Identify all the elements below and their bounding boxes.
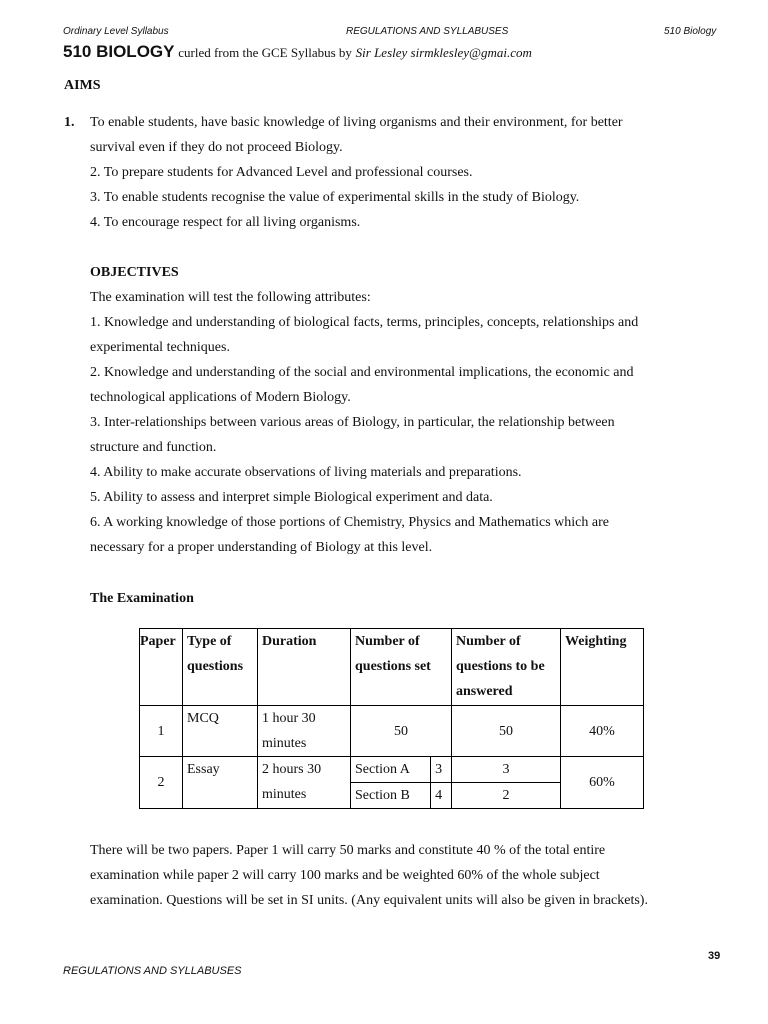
paragraph-line: examination while paper 2 will carry 100 marks and be weighted 60% of the whole subject — [90, 868, 600, 883]
title-curled: curled from the GCE Syllabus by — [178, 45, 352, 60]
cell-type: Essay — [183, 757, 258, 809]
cell-weighting: 60% — [561, 757, 644, 809]
cell-section-a: Section A — [351, 757, 431, 783]
aim-item-1-text: To enable students, have basic knowledge of living organisms and their environment, for better — [90, 115, 623, 130]
objective-line: 4. Ability to make accurate observations of living materials and preparations. — [90, 465, 522, 480]
cell-type: MCQ — [183, 706, 258, 757]
header-paper: Paper — [140, 629, 183, 706]
cell-duration: 1 hour 30 minutes — [258, 706, 351, 757]
running-footer: REGULATIONS AND SYLLABUSES — [63, 965, 242, 977]
examination-table — [139, 628, 644, 809]
cell-weighting: 40% — [561, 706, 644, 757]
cell-section-a-answered: 3 — [452, 757, 561, 783]
objective-line: experimental techniques. — [90, 340, 230, 355]
running-header-right: 510 Biology — [664, 26, 717, 37]
subject-code: 510 BIOLOGY — [63, 42, 175, 61]
aim-item-2: 2. To prepare students for Advanced Level and professional courses. — [90, 165, 473, 180]
aims-heading: AIMS — [64, 78, 101, 93]
objective-line: 2. Knowledge and understanding of the social and environmental implications, the economic and — [90, 365, 634, 380]
aim-item-4: 4. To encourage respect for all living organisms. — [90, 215, 361, 230]
table-row — [140, 706, 644, 757]
objectives-heading: OBJECTIVES — [90, 265, 179, 280]
header-type: Type of questions — [183, 629, 258, 706]
header-questions-set: Number of questions set — [351, 629, 452, 706]
running-header-center: REGULATIONS AND SYLLABUSES — [346, 26, 509, 37]
cell-section-b: Section B — [351, 783, 431, 809]
table-header-row — [140, 629, 644, 706]
aim-item-1-number: 1. — [64, 115, 75, 130]
header-weighting: Weighting — [561, 629, 644, 706]
table-row — [140, 757, 644, 783]
objectives-intro: The examination will test the following attributes: — [90, 290, 371, 305]
aim-item-1-continued: survival even if they do not proceed Biology. — [90, 140, 343, 155]
cell-section-a-set: 3 — [431, 757, 452, 783]
objective-line: 6. A working knowledge of those portions of Chemistry, Physics and Mathematics which are — [90, 515, 609, 530]
objective-line: 3. Inter-relationships between various areas of Biology, in particular, the relationship between — [90, 415, 615, 430]
objective-line: structure and function. — [90, 440, 217, 455]
paragraph-line: There will be two papers. Paper 1 will carry 50 marks and constitute 40 % of the total entire — [90, 843, 606, 858]
cell-section-b-answered: 2 — [452, 783, 561, 809]
cell-paper: 2 — [140, 757, 183, 809]
aim-item-1 — [64, 110, 724, 135]
cell-questions-answered: 50 — [452, 706, 561, 757]
objective-line: necessary for a proper understanding of Biology at this level. — [90, 540, 433, 555]
objective-line: technological applications of Modern Biology. — [90, 390, 351, 405]
papers-paragraph — [90, 838, 730, 913]
cell-duration: 2 hours 30 minutes — [258, 757, 351, 809]
objective-line: 5. Ability to assess and interpret simple Biological experiment and data. — [90, 490, 493, 505]
aim-item-3: 3. To enable students recognise the value of experimental skills in the study of Biology. — [90, 190, 580, 205]
header-questions-answered: Number of questions to be answered — [452, 629, 561, 706]
page-number: 39 — [708, 950, 721, 962]
page-title — [63, 42, 532, 62]
aims-list — [64, 110, 724, 235]
examination-heading: The Examination — [90, 591, 194, 606]
cell-questions-set: 50 — [351, 706, 452, 757]
paragraph-line: examination. Questions will be set in SI units. (Any equivalent units will also be given in brackets). — [90, 893, 648, 908]
cell-section-b-set: 4 — [431, 783, 452, 809]
objectives-section — [90, 260, 730, 560]
running-header-left: Ordinary Level Syllabus — [63, 26, 169, 37]
objective-line: 1. Knowledge and understanding of biological facts, terms, principles, concepts, relationships and — [90, 315, 639, 330]
title-author: Sir Lesley sirmklesley@gmai.com — [355, 45, 532, 60]
cell-paper: 1 — [140, 706, 183, 757]
header-duration: Duration — [258, 629, 351, 706]
